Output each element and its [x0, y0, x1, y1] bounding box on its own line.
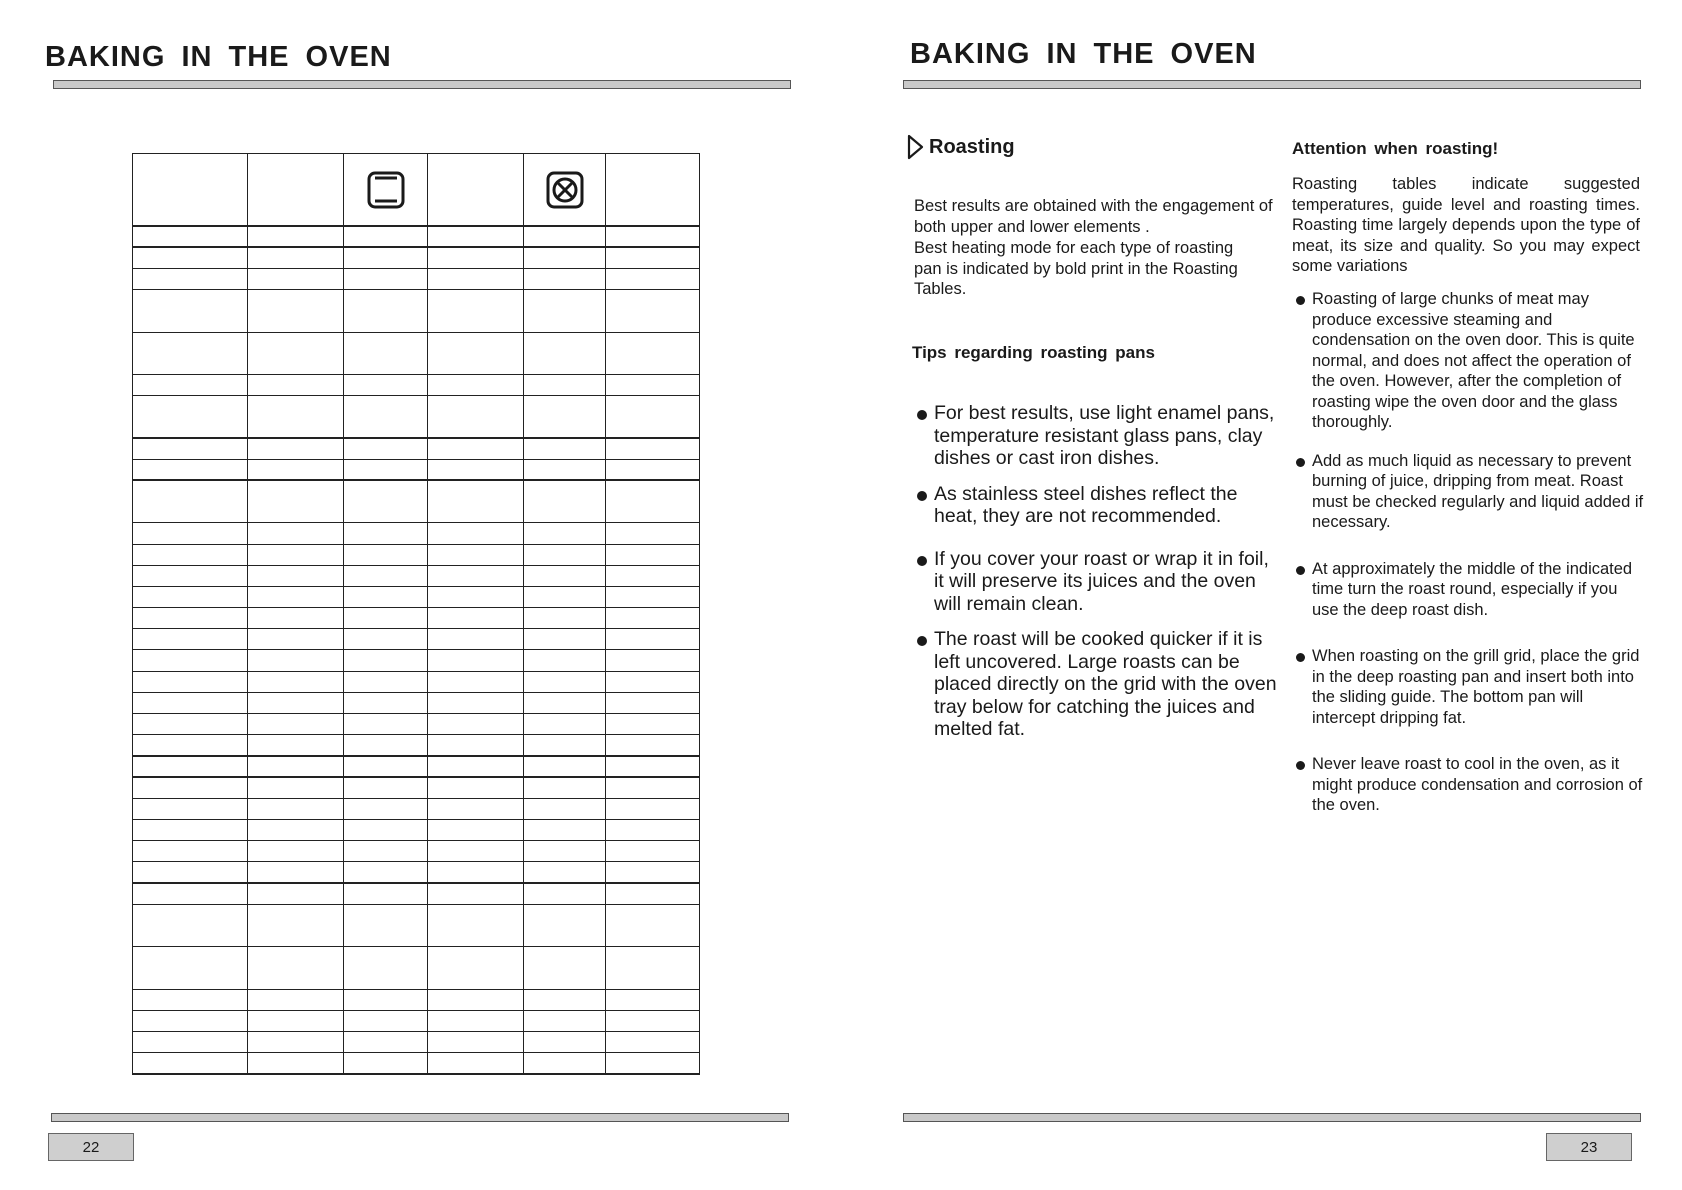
table-cell	[524, 459, 606, 480]
table-cell	[524, 375, 606, 396]
table-row	[133, 714, 700, 735]
table-cell	[428, 947, 524, 989]
table-cell	[133, 565, 248, 586]
table-cell	[428, 290, 524, 332]
table-cell	[133, 650, 248, 671]
table-cell	[606, 375, 700, 396]
table-cell	[606, 332, 700, 374]
table-cell	[133, 777, 248, 798]
table-cell	[344, 438, 428, 459]
table-cell	[428, 332, 524, 374]
table-cell	[344, 989, 428, 1010]
table-cell	[524, 735, 606, 756]
table-row	[133, 290, 700, 332]
table-cell	[606, 650, 700, 671]
table-cell	[248, 692, 344, 713]
table-cell	[524, 247, 606, 268]
table-cell	[428, 269, 524, 290]
table-cell	[344, 586, 428, 607]
table-cell	[524, 608, 606, 629]
table-cell	[248, 332, 344, 374]
table-cell	[344, 154, 428, 227]
fan-heating-icon	[545, 170, 585, 210]
attention-heading: Attention when roasting!	[1292, 139, 1499, 158]
table-row	[133, 883, 700, 904]
table-row	[133, 480, 700, 522]
table-row	[133, 819, 700, 840]
attention-item: Never leave roast to cool in the oven, as it might produce condensation and corrosion of the oven.	[1312, 754, 1646, 816]
table-cell	[606, 1010, 700, 1031]
table-cell	[344, 862, 428, 883]
roasting-section-title	[906, 133, 1015, 161]
attention-intro: Roasting tables indicate suggested temperatures, guide level and roasting times. Roasting time largely depends upon the type of meat, its size and quality. So you may expect some variations	[1292, 175, 1640, 275]
table-cell	[524, 1031, 606, 1052]
table-cell	[524, 586, 606, 607]
table-cell	[133, 480, 248, 522]
table-cell	[524, 544, 606, 565]
table-cell	[248, 650, 344, 671]
right-page-heading: BAKING IN THE OVEN	[910, 38, 1257, 70]
table-cell	[428, 883, 524, 904]
table-cell	[344, 692, 428, 713]
table-cell	[524, 777, 606, 798]
table-cell	[344, 841, 428, 862]
table-cell	[248, 396, 344, 438]
left-page-number: 22	[48, 1133, 134, 1161]
table-cell	[344, 1010, 428, 1031]
tip-item: The roast will be cooked quicker if it is left uncovered. Large roasts can be placed directly on the grid with the oven tray below for catching the juices and melted fat.	[934, 628, 1279, 741]
table-cell	[248, 947, 344, 989]
table-cell	[133, 544, 248, 565]
table-row	[133, 1010, 700, 1031]
table-cell	[428, 480, 524, 522]
table-cell	[344, 671, 428, 692]
table-cell	[248, 989, 344, 1010]
table-row	[133, 904, 700, 946]
table-row	[133, 1053, 700, 1074]
table-cell	[344, 798, 428, 819]
table-cell	[248, 154, 344, 227]
table-cell	[428, 396, 524, 438]
table-cell	[344, 883, 428, 904]
table-cell	[428, 438, 524, 459]
table-cell	[133, 226, 248, 247]
table-cell	[524, 798, 606, 819]
table-cell	[524, 989, 606, 1010]
left-page-heading: BAKING IN THE OVEN	[45, 41, 392, 73]
table-cell	[524, 947, 606, 989]
table-cell	[524, 841, 606, 862]
table-cell	[248, 438, 344, 459]
table-cell	[248, 226, 344, 247]
table-cell	[428, 692, 524, 713]
table-cell	[428, 1031, 524, 1052]
table-cell	[428, 777, 524, 798]
table-cell	[524, 438, 606, 459]
table-row	[133, 226, 700, 247]
attention-item: At approximately the middle of the indicated time turn the roast round, especially if you use the deep roast dish.	[1312, 559, 1646, 621]
table-row	[133, 523, 700, 544]
table-cell	[344, 290, 428, 332]
table-cell	[133, 332, 248, 374]
table-cell	[524, 650, 606, 671]
table-cell	[606, 247, 700, 268]
right-bottom-rule	[903, 1113, 1641, 1122]
table-cell	[344, 1031, 428, 1052]
table-cell	[606, 819, 700, 840]
table-cell	[428, 1010, 524, 1031]
table-cell	[428, 247, 524, 268]
table-cell	[248, 269, 344, 290]
table-cell	[606, 480, 700, 522]
table-cell	[428, 459, 524, 480]
table-cell	[524, 480, 606, 522]
table-cell	[524, 1010, 606, 1031]
table-cell	[428, 756, 524, 777]
table-cell	[344, 650, 428, 671]
table-cell	[248, 862, 344, 883]
right-top-rule	[903, 80, 1641, 89]
table-cell	[428, 862, 524, 883]
table-cell	[606, 714, 700, 735]
left-bottom-rule	[51, 1113, 789, 1122]
table-cell	[606, 756, 700, 777]
table-cell	[133, 947, 248, 989]
table-cell	[344, 269, 428, 290]
table-cell	[344, 819, 428, 840]
table-row	[133, 269, 700, 290]
table-cell	[133, 798, 248, 819]
table-cell	[606, 586, 700, 607]
table-cell	[428, 565, 524, 586]
table-cell	[133, 1010, 248, 1031]
table-cell	[428, 819, 524, 840]
tips-list	[934, 402, 1279, 754]
table-cell	[248, 608, 344, 629]
table-row	[133, 735, 700, 756]
table-cell	[248, 904, 344, 946]
table-cell	[524, 819, 606, 840]
table-row	[133, 629, 700, 650]
table-cell	[248, 247, 344, 268]
table-cell	[133, 459, 248, 480]
table-row	[133, 375, 700, 396]
table-cell	[428, 841, 524, 862]
table-cell	[606, 671, 700, 692]
table-row	[133, 332, 700, 374]
table-cell	[344, 1053, 428, 1074]
table-cell	[606, 1031, 700, 1052]
table-cell	[133, 154, 248, 227]
table-cell	[428, 904, 524, 946]
table-cell	[133, 756, 248, 777]
table-cell	[133, 841, 248, 862]
table-cell	[606, 989, 700, 1010]
attention-item: Roasting of large chunks of meat may produce excessive steaming and condensation on the oven door. This is quite normal, and does not affect the operation of the oven. However, after the completion of roasting wipe the oven door and the glass thoroughly.	[1312, 289, 1646, 433]
table-cell	[428, 586, 524, 607]
table-row	[133, 586, 700, 607]
table-cell	[344, 523, 428, 544]
table-cell	[428, 798, 524, 819]
table-cell	[606, 735, 700, 756]
table-cell	[248, 841, 344, 862]
table-cell	[428, 714, 524, 735]
table-cell	[606, 904, 700, 946]
triangle-pointer-icon	[906, 133, 926, 161]
table-cell	[248, 523, 344, 544]
table-cell	[344, 756, 428, 777]
table-cell	[133, 375, 248, 396]
table-cell	[606, 862, 700, 883]
tip-item: As stainless steel dishes reflect the heat, they are not recommended.	[934, 483, 1279, 528]
table-cell	[524, 523, 606, 544]
table-cell	[248, 819, 344, 840]
table-row	[133, 841, 700, 862]
table-cell	[248, 1031, 344, 1052]
table-cell	[524, 756, 606, 777]
table-cell	[344, 375, 428, 396]
table-cell	[133, 608, 248, 629]
table-cell	[248, 756, 344, 777]
table-cell	[133, 396, 248, 438]
table-cell	[428, 226, 524, 247]
table-cell	[133, 714, 248, 735]
table-cell	[248, 565, 344, 586]
table-cell	[248, 883, 344, 904]
table-cell	[344, 777, 428, 798]
table-cell	[133, 883, 248, 904]
table-cell	[428, 544, 524, 565]
table-cell	[133, 1031, 248, 1052]
table-row	[133, 989, 700, 1010]
table-cell	[133, 692, 248, 713]
table-cell	[133, 269, 248, 290]
table-cell	[606, 269, 700, 290]
table-cell	[428, 154, 524, 227]
table-cell	[606, 777, 700, 798]
table-cell	[133, 438, 248, 459]
roasting-intro-heating-mode: Best heating mode for each type of roasting pan is indicated by bold print in the Roasting Tables.	[914, 239, 1238, 298]
table-cell	[344, 459, 428, 480]
table-cell	[606, 692, 700, 713]
table-row	[133, 862, 700, 883]
table-cell	[248, 629, 344, 650]
table-cell	[606, 226, 700, 247]
table-cell	[524, 226, 606, 247]
table-cell	[344, 735, 428, 756]
tip-item: If you cover your roast or wrap it in foil, it will preserve its juices and the oven will remain clean.	[934, 548, 1279, 616]
table-cell	[248, 480, 344, 522]
tip-item: For best results, use light enamel pans, temperature resistant glass pans, clay dishes or cast iron dishes.	[934, 402, 1279, 470]
table-cell	[524, 671, 606, 692]
table-cell	[606, 459, 700, 480]
table-row	[133, 608, 700, 629]
table-cell	[428, 523, 524, 544]
table-cell	[248, 1053, 344, 1074]
table-cell	[133, 904, 248, 946]
tips-heading: Tips regarding roasting pans	[912, 343, 1155, 362]
table-row	[133, 798, 700, 819]
table-cell	[344, 904, 428, 946]
table-row	[133, 396, 700, 438]
table-row	[133, 947, 700, 989]
table-cell	[133, 862, 248, 883]
table-row	[133, 459, 700, 480]
table-cell	[606, 608, 700, 629]
table-cell	[248, 714, 344, 735]
attention-item: Add as much liquid as necessary to prevent burning of juice, dripping from meat. Roast must be checked regularly and liquid added if necessary.	[1312, 451, 1646, 533]
table-row	[133, 692, 700, 713]
table-cell	[606, 841, 700, 862]
table-cell	[344, 332, 428, 374]
table-cell	[606, 1053, 700, 1074]
table-row	[133, 1031, 700, 1052]
table-cell	[606, 629, 700, 650]
table-cell	[524, 269, 606, 290]
table-row	[133, 756, 700, 777]
table-row	[133, 247, 700, 268]
table-cell	[524, 396, 606, 438]
table-cell	[133, 671, 248, 692]
table-row	[133, 650, 700, 671]
table-cell	[133, 735, 248, 756]
table-cell	[524, 904, 606, 946]
table-cell	[606, 438, 700, 459]
table-cell	[344, 565, 428, 586]
table-cell	[344, 544, 428, 565]
table-cell	[524, 862, 606, 883]
table-row	[133, 565, 700, 586]
right-page-number: 23	[1546, 1133, 1632, 1161]
table-cell	[606, 798, 700, 819]
table-cell	[133, 989, 248, 1010]
table-cell	[248, 459, 344, 480]
table-cell	[428, 650, 524, 671]
table-cell	[248, 777, 344, 798]
table-cell	[133, 290, 248, 332]
table-cell	[133, 247, 248, 268]
table-cell	[344, 608, 428, 629]
table-cell	[606, 947, 700, 989]
table-cell	[428, 735, 524, 756]
table-cell	[344, 247, 428, 268]
table-cell	[133, 1053, 248, 1074]
roasting-intro-elements: Best results are obtained with the engagement of both upper and lower elements .	[914, 197, 1273, 236]
table-cell	[344, 714, 428, 735]
table-cell	[344, 480, 428, 522]
table-cell	[344, 947, 428, 989]
table-cell	[606, 523, 700, 544]
table-cell	[344, 629, 428, 650]
table-cell	[524, 714, 606, 735]
table-cell	[248, 375, 344, 396]
table-cell	[248, 544, 344, 565]
table-cell	[524, 629, 606, 650]
left-top-rule	[53, 80, 791, 89]
table-cell	[248, 798, 344, 819]
table-cell	[524, 565, 606, 586]
table-cell	[428, 608, 524, 629]
table-cell	[606, 290, 700, 332]
roasting-table	[132, 153, 700, 1075]
table-cell	[606, 565, 700, 586]
table-cell	[606, 883, 700, 904]
table-cell	[524, 1053, 606, 1074]
table-row	[133, 671, 700, 692]
table-cell	[428, 671, 524, 692]
table-cell	[248, 290, 344, 332]
table-cell	[524, 692, 606, 713]
table-cell	[606, 396, 700, 438]
attention-item: When roasting on the grill grid, place the grid in the deep roasting pan and insert both into the sliding guide. The bottom pan will intercept dripping fat.	[1312, 646, 1646, 728]
conventional-heating-icon	[366, 170, 406, 210]
table-cell	[428, 629, 524, 650]
table-cell	[133, 586, 248, 607]
attention-list	[1312, 289, 1646, 834]
table-cell	[133, 629, 248, 650]
table-cell	[428, 989, 524, 1010]
table-cell	[248, 671, 344, 692]
table-cell	[248, 1010, 344, 1031]
table-header-row	[133, 154, 700, 227]
table-cell	[428, 375, 524, 396]
table-row	[133, 777, 700, 798]
table-cell	[524, 154, 606, 227]
table-cell	[344, 396, 428, 438]
table-cell	[606, 154, 700, 227]
table-cell	[428, 1053, 524, 1074]
table-row	[133, 544, 700, 565]
roasting-title: Roasting	[929, 135, 1015, 158]
table-cell	[133, 819, 248, 840]
table-cell	[524, 883, 606, 904]
table-cell	[606, 544, 700, 565]
table-cell	[524, 290, 606, 332]
table-cell	[524, 332, 606, 374]
table-cell	[248, 735, 344, 756]
table-cell	[248, 586, 344, 607]
table-cell	[344, 226, 428, 247]
table-row	[133, 438, 700, 459]
table-cell	[133, 523, 248, 544]
